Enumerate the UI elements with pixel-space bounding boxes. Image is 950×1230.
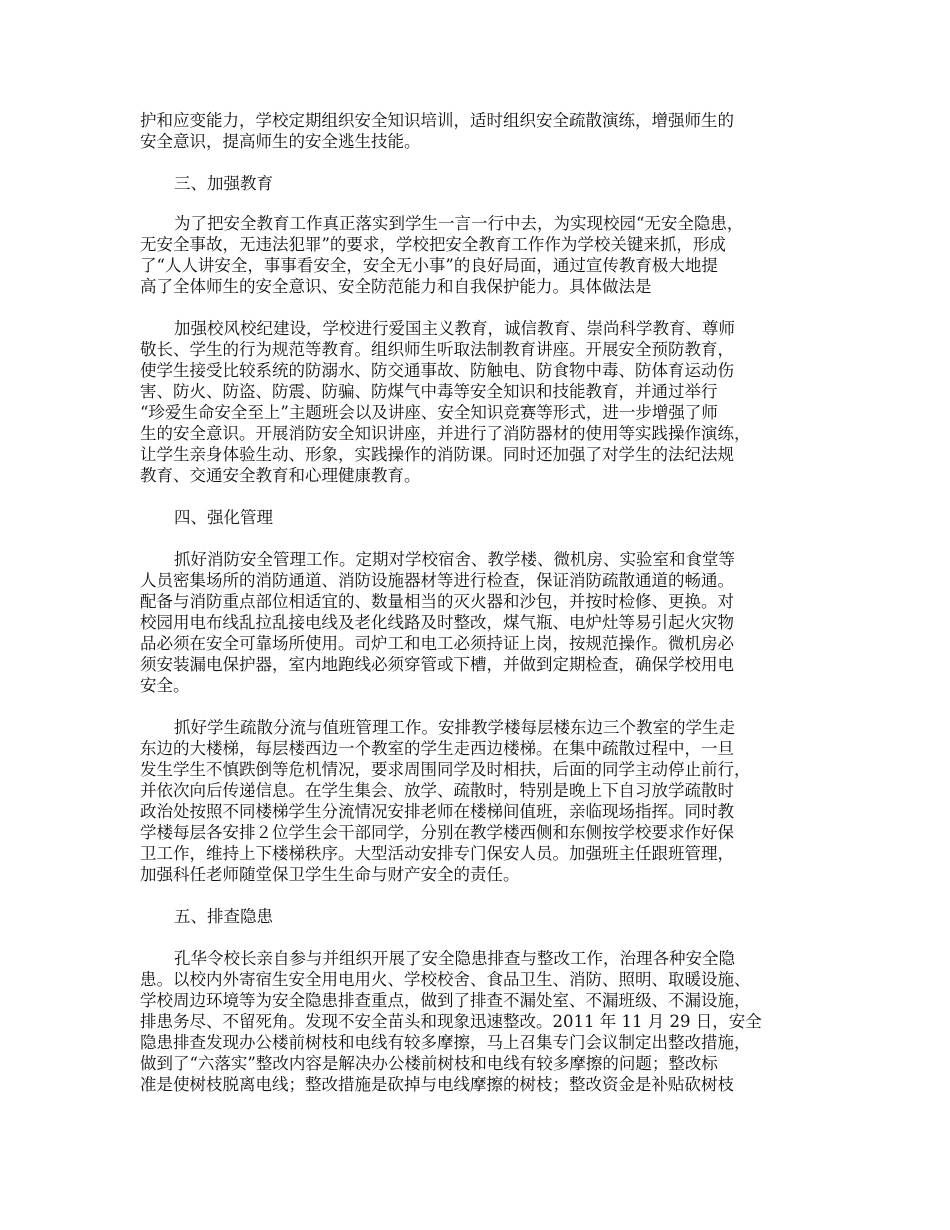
paragraph-management-1 [140, 549, 812, 696]
text-line: 高了全体师生的安全意识、安全防范能力和自我保护能力。具体做法是 [140, 277, 652, 296]
text-line: 学楼每层各安排２位学生会干部同学，分别在教学楼西侧和东侧按学校要求作好保 [140, 823, 734, 842]
paragraph-education-1 [140, 213, 812, 297]
paragraph-intro-end [140, 110, 812, 152]
section-heading-management: 四、强化管理 [174, 508, 273, 527]
text-line: 品必须在安全可靠场所使用。司炉工和电工必须持证上岗，按规范操作。微机房必 [140, 634, 734, 653]
text-line: 护和应变能力，学校定期组织安全知识培训，适时组织安全疏散演练，增强师生的 [140, 111, 734, 130]
text-line: 加强科任老师随堂保卫学生生命与财产安全的责任。 [140, 865, 520, 884]
paragraph-management-2 [140, 717, 812, 885]
text-line: 东边的大楼梯，每层楼西边一个教室的学生走西边楼梯。在集中疏散过程中，一旦 [140, 739, 734, 758]
text-line: 加强校风校纪建设，学校进行爱国主义教育，诚信教育、崇尚科学教育、尊师 [174, 319, 735, 338]
text-line: 害、防火、防盗、防震、防骗、防煤气中毒等安全知识和技能教育，并通过举行 [140, 382, 718, 401]
text-line: 无安全事故，无违法犯罪”的要求，学校把安全教育工作作为学校关键来抓，形成 [140, 235, 726, 254]
text-line: 准是使树枝脱离电线；整改措施是砍掉与电线摩擦的树枝；整改资金是补贴砍树枝 [140, 1075, 734, 1094]
text-line: 并依次向后传递信息。在学生集会、放学、疏散时，特别是晚上下自习放学疏散时 [140, 781, 734, 800]
text-line: 安全。 [140, 676, 190, 695]
text-line: 敬长、学生的行为规范等教育。组织师生听取法制教育讲座。开展安全预防教育， [140, 340, 734, 359]
paragraph-education-2 [140, 318, 812, 486]
text-line: 配备与消防重点部位相适宜的、数量相当的灭火器和沙包，并按时检修、更换。对 [140, 592, 734, 611]
text-line: 卫工作，维持上下楼梯秩序。大型活动安排专门保安人员。加强班主任跟班管理， [140, 844, 734, 863]
document-page [140, 110, 812, 1095]
text-line: 了“人人讲安全，事事看安全，安全无小事”的良好局面，通过宣传教育极大地提 [140, 256, 718, 275]
section-heading-inspection: 五、排查隐患 [174, 907, 273, 926]
text-line: 隐患排查发现办公楼前树枝和电线有较多摩擦，马上召集专门会议制定出整改措施， [140, 1033, 751, 1052]
text-line: 排患务尽、不留死角。发现不安全苗头和现象迅速整改。2011 年 11 月 29 日，安全 [140, 1012, 762, 1031]
text-line: 让学生亲身体验生动、形象，实践操作的消防课。同时还加强了对学生的法纪法规 [140, 445, 734, 464]
text-line: 人员密集场所的消防通道、消防设施器材等进行检查，保证消防疏散通道的畅通。 [140, 571, 734, 590]
text-line: 发生学生不慎跌倒等危机情况，要求周围同学及时相扶，后面的同学主动停止前行， [140, 760, 751, 779]
text-line: “珍爱生命安全至上”主题班会以及讲座、安全知识竞赛等形式，进一步增强了师 [140, 403, 718, 422]
section-heading-education: 三、加强教育 [174, 174, 273, 193]
text-line: 政治处按照不同楼梯学生分流情况安排老师在楼梯间值班，亲临现场指挥。同时教 [140, 802, 734, 821]
text-line: 教育、交通安全教育和心理健康教育。 [140, 466, 421, 485]
text-line: 校园用电布线乱拉乱接电线及老化线路及时整改，煤气瓶、电炉灶等易引起火灾物 [140, 613, 734, 632]
text-line: 安全意识，提高师生的安全逃生技能。 [140, 132, 421, 151]
text-line: 抓好学生疏散分流与值班管理工作。安排教学楼每层楼东边三个教室的学生走 [174, 718, 735, 737]
text-line: 为了把安全教育工作真正落实到学生一言一行中去，为实现校园“无安全隐患， [174, 214, 744, 233]
text-line: 使学生接受比较系统的防溺水、防交通事故、防触电、防食物中毒、防体育运动伤 [140, 361, 734, 380]
text-line: 须安装漏电保护器，室内地跑线必须穿管或下槽，并做到定期检查，确保学校用电 [140, 655, 734, 674]
text-line: 患。以校内外寄宿生安全用电用火、学校校舍、食品卫生、消防、照明、取暖设施、 [140, 970, 751, 989]
text-line: 做到了“六落实”整改内容是解决办公楼前树枝和电线有较多摩擦的问题；整改标 [140, 1054, 718, 1073]
text-line: 抓好消防安全管理工作。定期对学校宿舍、教学楼、微机房、实验室和食堂等 [174, 550, 735, 569]
text-line: 生的安全意识。开展消防安全知识讲座，并进行了消防器材的使用等实践操作演练， [140, 424, 751, 443]
paragraph-inspection-1 [140, 948, 812, 1095]
text-line: 学校周边环境等为安全隐患排查重点，做到了排查不漏处室、不漏班级、不漏设施， [140, 991, 751, 1010]
text-line: 孔华令校长亲自参与并组织开展了安全隐患排查与整改工作，治理各种安全隐 [174, 949, 735, 968]
